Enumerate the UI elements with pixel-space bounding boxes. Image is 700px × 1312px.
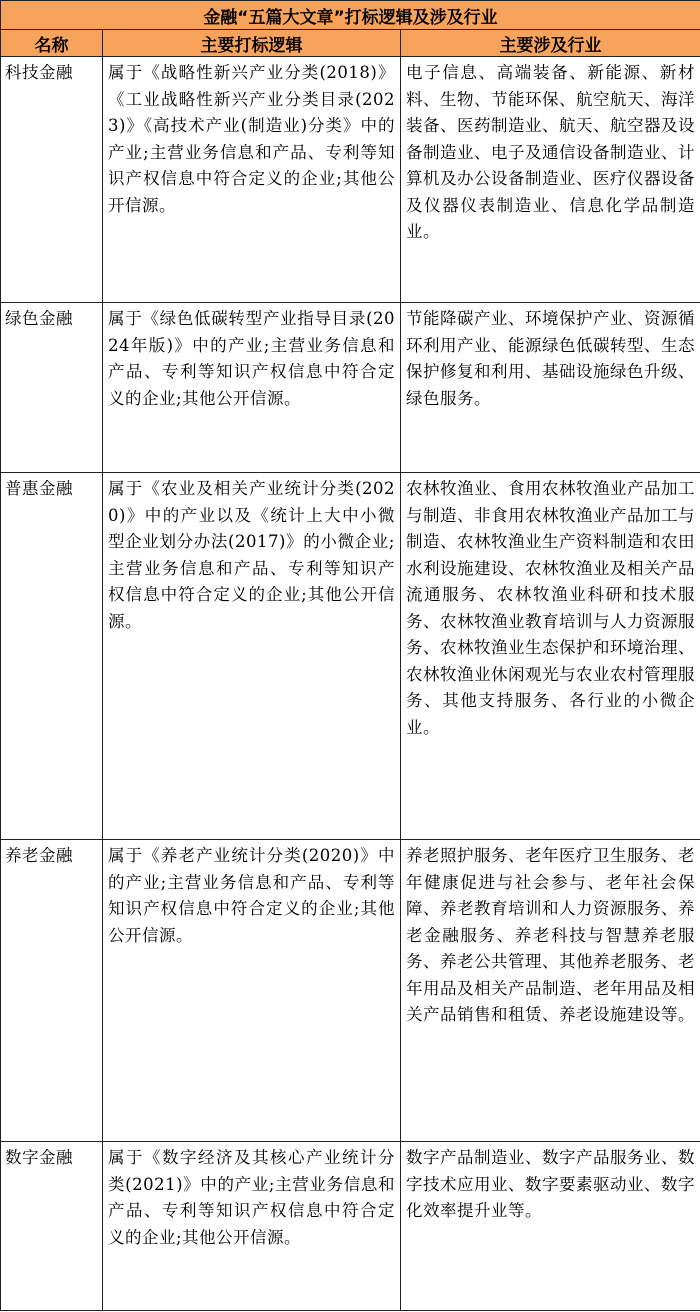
row-industries: 节能降碳产业、环境保护产业、资源循环利用产业、能源绿色低碳转型、生态保护修复和利用、基础设施绿色升级、绿色服务。 [401, 303, 700, 473]
row-logic: 属于《绿色低碳转型产业指导目录(2024年版)》中的产业;主营业务信息和产品、专利等知识产权信息中符合定义的企业;其他公开信源。 [103, 303, 401, 473]
table-row [1, 303, 700, 473]
header-name: 名称 [1, 30, 103, 57]
row-name: 绿色金融 [1, 303, 103, 473]
table-row [1, 840, 700, 1142]
table-row [1, 57, 700, 303]
row-industries: 数字产品制造业、数字产品服务业、数字技术应用业、数字要素驱动业、数字化效率提升业等。 [401, 1142, 700, 1311]
table-title: 金融“五篇大文章”打标逻辑及涉及行业 [1, 1, 700, 30]
row-name: 数字金融 [1, 1142, 103, 1311]
row-industries: 农林牧渔业、食用农林牧渔业产品加工与制造、非食用农林牧渔业产品加工与制造、农林牧渔业生产资料制造和农田水利设施建设、农林牧渔业及相关产品流通服务、农林牧渔业科研和技术服务、农林牧渔业教育培训与人力资源服务、农林牧渔业生态保护和环境治理、农林牧渔业休闲观光与农业农村管理服务、其他支持服务、各行业的小微企业。 [401, 473, 700, 840]
row-industries: 电子信息、高端装备、新能源、新材料、生物、节能环保、航空航天、海洋装备、医药制造业、航天、航空器及设备制造业、电子及通信设备制造业、计算机及办公设备制造业、医疗仪器设备及仪器仪表制造业、信息化学品制造业。 [401, 57, 700, 303]
row-logic: 属于《养老产业统计分类(2020)》中的产业;主营业务信息和产品、专利等知识产权信息中符合定义的企业;其他公开信源。 [103, 840, 401, 1142]
row-name: 养老金融 [1, 840, 103, 1142]
row-name: 科技金融 [1, 57, 103, 303]
header-logic: 主要打标逻辑 [103, 30, 401, 57]
table-row [1, 473, 700, 840]
row-name: 普惠金融 [1, 473, 103, 840]
row-industries: 养老照护服务、老年医疗卫生服务、老年健康促进与社会参与、老年社会保障、养老教育培训和人力资源服务、养老金融服务、养老科技与智慧养老服务、养老公共管理、其他养老服务、老年用品及相关产品制造、老年用品及相关产品销售和租赁、养老设施建设等。 [401, 840, 700, 1142]
row-logic: 属于《农业及相关产业统计分类(2020)》中的产业以及《统计上大中小微型企业划分办法(2017)》的小微企业;主营业务信息和产品、专利等知识产权信息中符合定义的企业;其他公开信源。 [103, 473, 401, 840]
row-logic: 属于《战略性新兴产业分类(2018)》《工业战略性新兴产业分类目录(2023)》《高技术产业(制造业)分类》中的产业;主营业务信息和产品、专利等知识产权信息中符合定义的企业;其他公开信源。 [103, 57, 401, 303]
table-row [1, 1142, 700, 1311]
row-logic: 属于《数字经济及其核心产业统计分类(2021)》中的产业;主营业务信息和产品、专利等知识产权信息中符合定义的企业;其他公开信源。 [103, 1142, 401, 1311]
header-industries: 主要涉及行业 [401, 30, 700, 57]
